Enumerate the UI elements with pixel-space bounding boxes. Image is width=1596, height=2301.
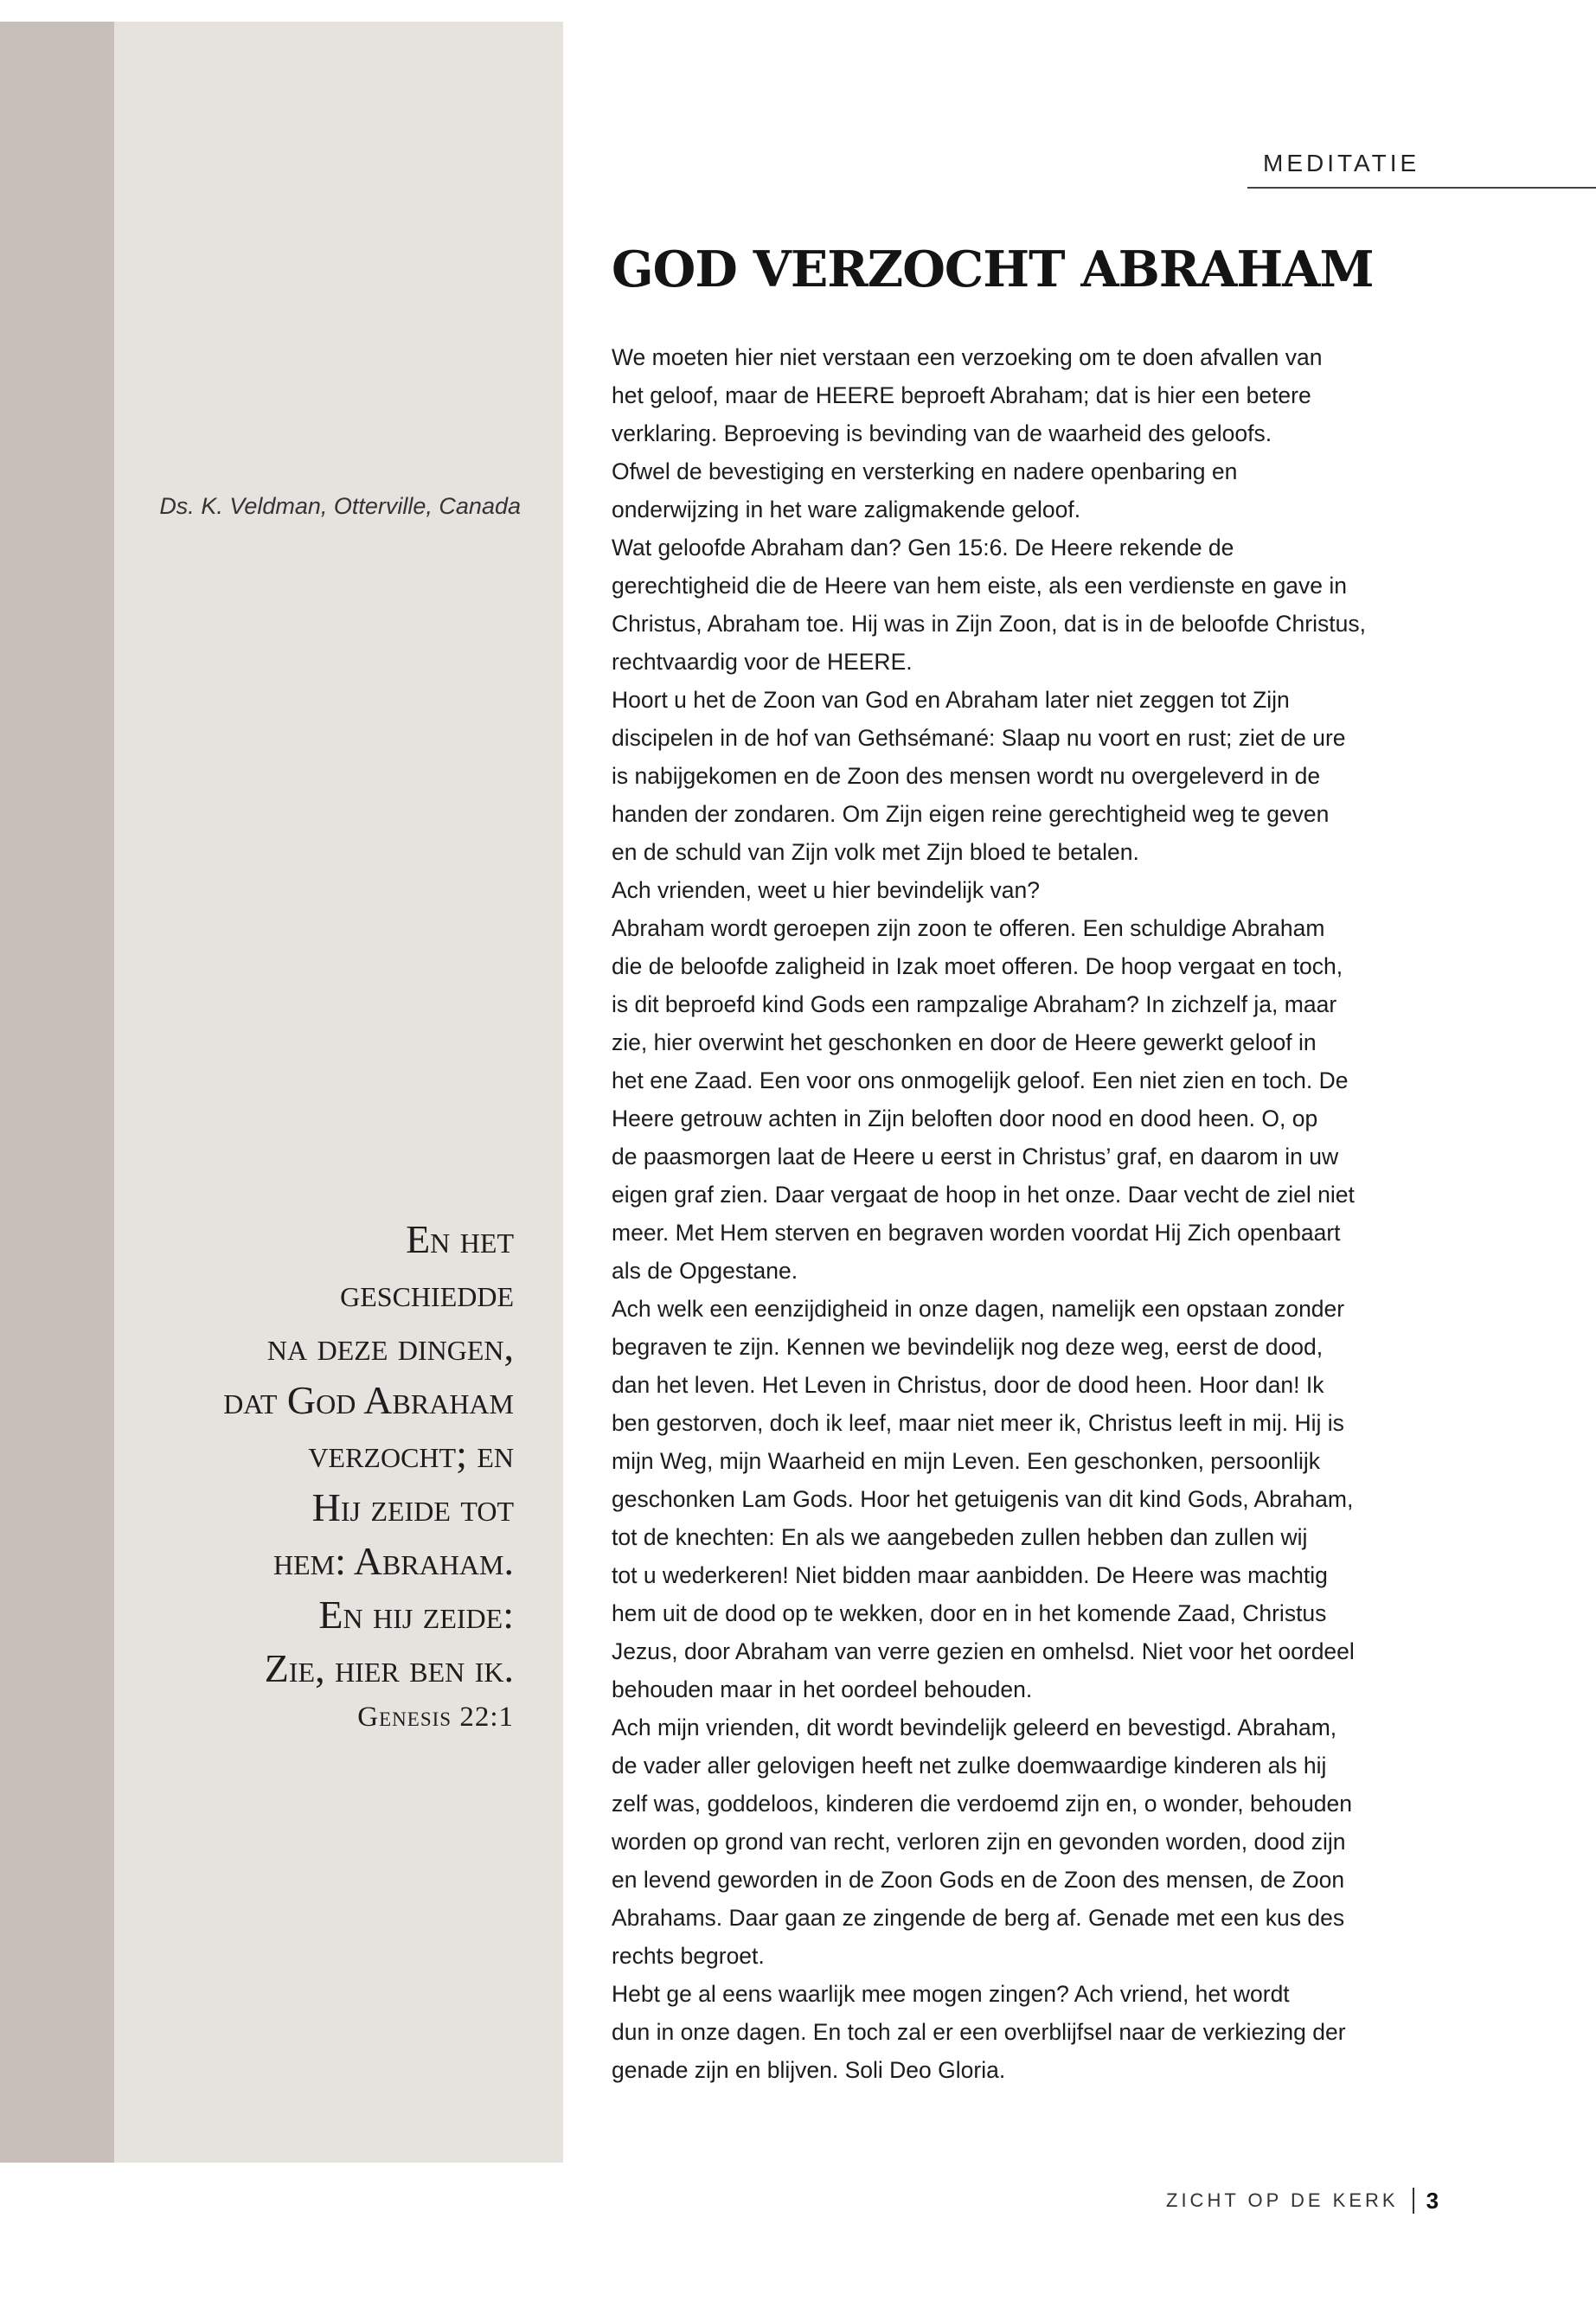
quote-line: na deze dingen, xyxy=(266,1324,514,1368)
article-title: GOD VERZOCHT ABRAHAM xyxy=(612,240,1374,298)
body-line: rechtvaardig voor de HEERE. xyxy=(612,649,913,675)
body-line: is nabijgekomen en de Zoon des mensen wordt nu overgeleverd in de xyxy=(612,763,1321,789)
body-line: genade zijn en blijven. Soli Deo Gloria. xyxy=(612,2057,1006,2083)
body-line: We moeten hier niet verstaan een verzoeking om te doen afvallen van xyxy=(612,344,1323,370)
body-line: ben gestorven, doch ik leef, maar niet meer ik, Christus leeft in mij. Hij is xyxy=(612,1410,1344,1436)
body-line: zie, hier overwint het geschonken en door de Heere gewerkt geloof in xyxy=(612,1029,1317,1055)
body-line: tot u wederkeren! Niet bidden maar aanbidden. De Heere was machtig xyxy=(612,1562,1328,1588)
section-label: MEDITATIE xyxy=(1263,150,1420,176)
body-line: discipelen in de hof van Gethsémané: Slaap nu voort en rust; ziet de ure xyxy=(612,725,1346,751)
quote-line: Zie, hier ben ik. xyxy=(264,1646,514,1690)
article-body xyxy=(612,338,1416,2089)
body-line: handen der zondaren. Om Zijn eigen reine gerechtigheid weg te geven xyxy=(612,801,1330,827)
body-line: hem uit de dood op te wekken, door en in het komende Zaad, Christus xyxy=(612,1600,1327,1626)
body-line: mijn Weg, mijn Waarheid en mijn Leven. Een geschonken, persoonlijk xyxy=(612,1448,1320,1474)
quote-line: geschiedde xyxy=(340,1271,514,1315)
body-line: Ofwel de bevestiging en versterking en nadere openbaring en xyxy=(612,458,1238,484)
quote-line: Hij zeide tot xyxy=(311,1485,514,1529)
body-line: Ach vrienden, weet u hier bevindelijk van? xyxy=(612,877,1040,903)
body-line: het ene Zaad. Een voor ons onmogelijk geloof. Een niet zien en toch. De xyxy=(612,1067,1349,1093)
body-line: Christus, Abraham toe. Hij was in Zijn Zoon, dat is in de beloofde Christus, xyxy=(612,611,1366,637)
body-line: eigen graf zien. Daar vergaat de hoop in het onze. Daar vecht de ziel niet xyxy=(612,1182,1355,1208)
body-line: zelf was, goddeloos, kinderen die verdoemd zijn en, o wonder, behouden xyxy=(612,1791,1352,1817)
body-line: Ach welk een eenzijdigheid in onze dagen, namelijk een opstaan zonder xyxy=(612,1296,1345,1322)
body-line: de vader aller gelovigen heeft net zulke doemwaardige kinderen als hij xyxy=(612,1753,1327,1779)
body-line: begraven te zijn. Kennen we bevindelijk nog deze weg, eerst de dood, xyxy=(612,1334,1324,1360)
body-line: tot de knechten: En als we aangebeden zullen hebben dan zullen wij xyxy=(612,1524,1308,1550)
body-line: en de schuld van Zijn volk met Zijn bloed te betalen. xyxy=(612,839,1139,865)
sidebar-band-dark xyxy=(0,22,114,2163)
body-line: behouden maar in het oordeel behouden. xyxy=(612,1676,1033,1702)
body-line: geschonken Lam Gods. Hoor het getuigenis van dit kind Gods, Abraham, xyxy=(612,1486,1354,1512)
footer-divider xyxy=(1413,2188,1414,2214)
body-line: Jezus, door Abraham van verre gezien en omhelsd. Niet voor het oordeel xyxy=(612,1638,1355,1664)
body-line: Wat geloofde Abraham dan? Gen 15:6. De Heere rekende de xyxy=(612,535,1234,561)
body-line: Abrahams. Daar gaan ze zingende de berg af. Genade met een kus des xyxy=(612,1905,1345,1931)
body-line: en levend geworden in de Zoon Gods en de Zoon des mensen, de Zoon xyxy=(612,1867,1345,1893)
sidebar-band-light xyxy=(114,22,563,2163)
quote-line: En hij zeide: xyxy=(318,1593,514,1637)
body-line: Ach mijn vrienden, dit wordt bevindelijk geleerd en bevestigd. Abraham, xyxy=(612,1715,1337,1740)
body-line: Hebt ge al eens waarlijk mee mogen zingen? Ach vriend, het wordt xyxy=(612,1981,1290,2007)
quote-line: verzocht; en xyxy=(308,1432,514,1476)
body-line: gerechtigheid die de Heere van hem eiste, als een verdienste en gave in xyxy=(612,573,1348,599)
author-byline: Ds. K. Veldman, Otterville, Canada xyxy=(159,493,521,519)
body-line: onderwijzing in het ware zaligmakende geloof. xyxy=(612,497,1081,522)
page-footer xyxy=(1166,2186,1439,2215)
body-line: rechts begroet. xyxy=(612,1943,765,1969)
publication-name: ZICHT OP DE KERK xyxy=(1166,2189,1399,2211)
quote-line: En het xyxy=(406,1217,514,1261)
body-line: Hoort u het de Zoon van God en Abraham later niet zeggen tot Zijn xyxy=(612,687,1290,713)
body-line: meer. Met Hem sterven en begraven worden voordat Hij Zich openbaart xyxy=(612,1220,1341,1246)
body-line: de paasmorgen laat de Heere u eerst in Christus’ graf, en daarom in uw xyxy=(612,1144,1339,1170)
body-line: dun in onze dagen. En toch zal er een overblijfsel naar de verkiezing der xyxy=(612,2019,1346,2045)
body-line: worden op grond van recht, verloren zijn en gevonden worden, dood zijn xyxy=(612,1829,1346,1855)
quote-line: hem: Abraham. xyxy=(272,1539,514,1583)
quote-reference: Genesis 22:1 xyxy=(357,1702,514,1733)
body-line: die de beloofde zaligheid in Izak moet offeren. De hoop vergaat en toch, xyxy=(612,953,1343,979)
section-rule xyxy=(1247,187,1596,189)
body-line: als de Opgestane. xyxy=(612,1258,798,1284)
body-line: het geloof, maar de HEERE beproeft Abraham; dat is hier een betere xyxy=(612,382,1311,408)
scripture-quote xyxy=(114,1213,514,1739)
body-line: dan het leven. Het Leven in Christus, door de dood heen. Hoor dan! Ik xyxy=(612,1372,1324,1398)
body-line: verklaring. Beproeving is bevinding van de waarheid des geloofs. xyxy=(612,420,1272,446)
body-line: Abraham wordt geroepen zijn zoon te offeren. Een schuldige Abraham xyxy=(612,915,1325,941)
body-line: is dit beproefd kind Gods een rampzalige Abraham? In zichzelf ja, maar xyxy=(612,991,1337,1017)
page-number: 3 xyxy=(1426,2187,1439,2214)
body-line: Heere getrouw achten in Zijn beloften door nood en dood heen. O, op xyxy=(612,1106,1318,1131)
quote-line: dat God Abraham xyxy=(223,1378,514,1422)
